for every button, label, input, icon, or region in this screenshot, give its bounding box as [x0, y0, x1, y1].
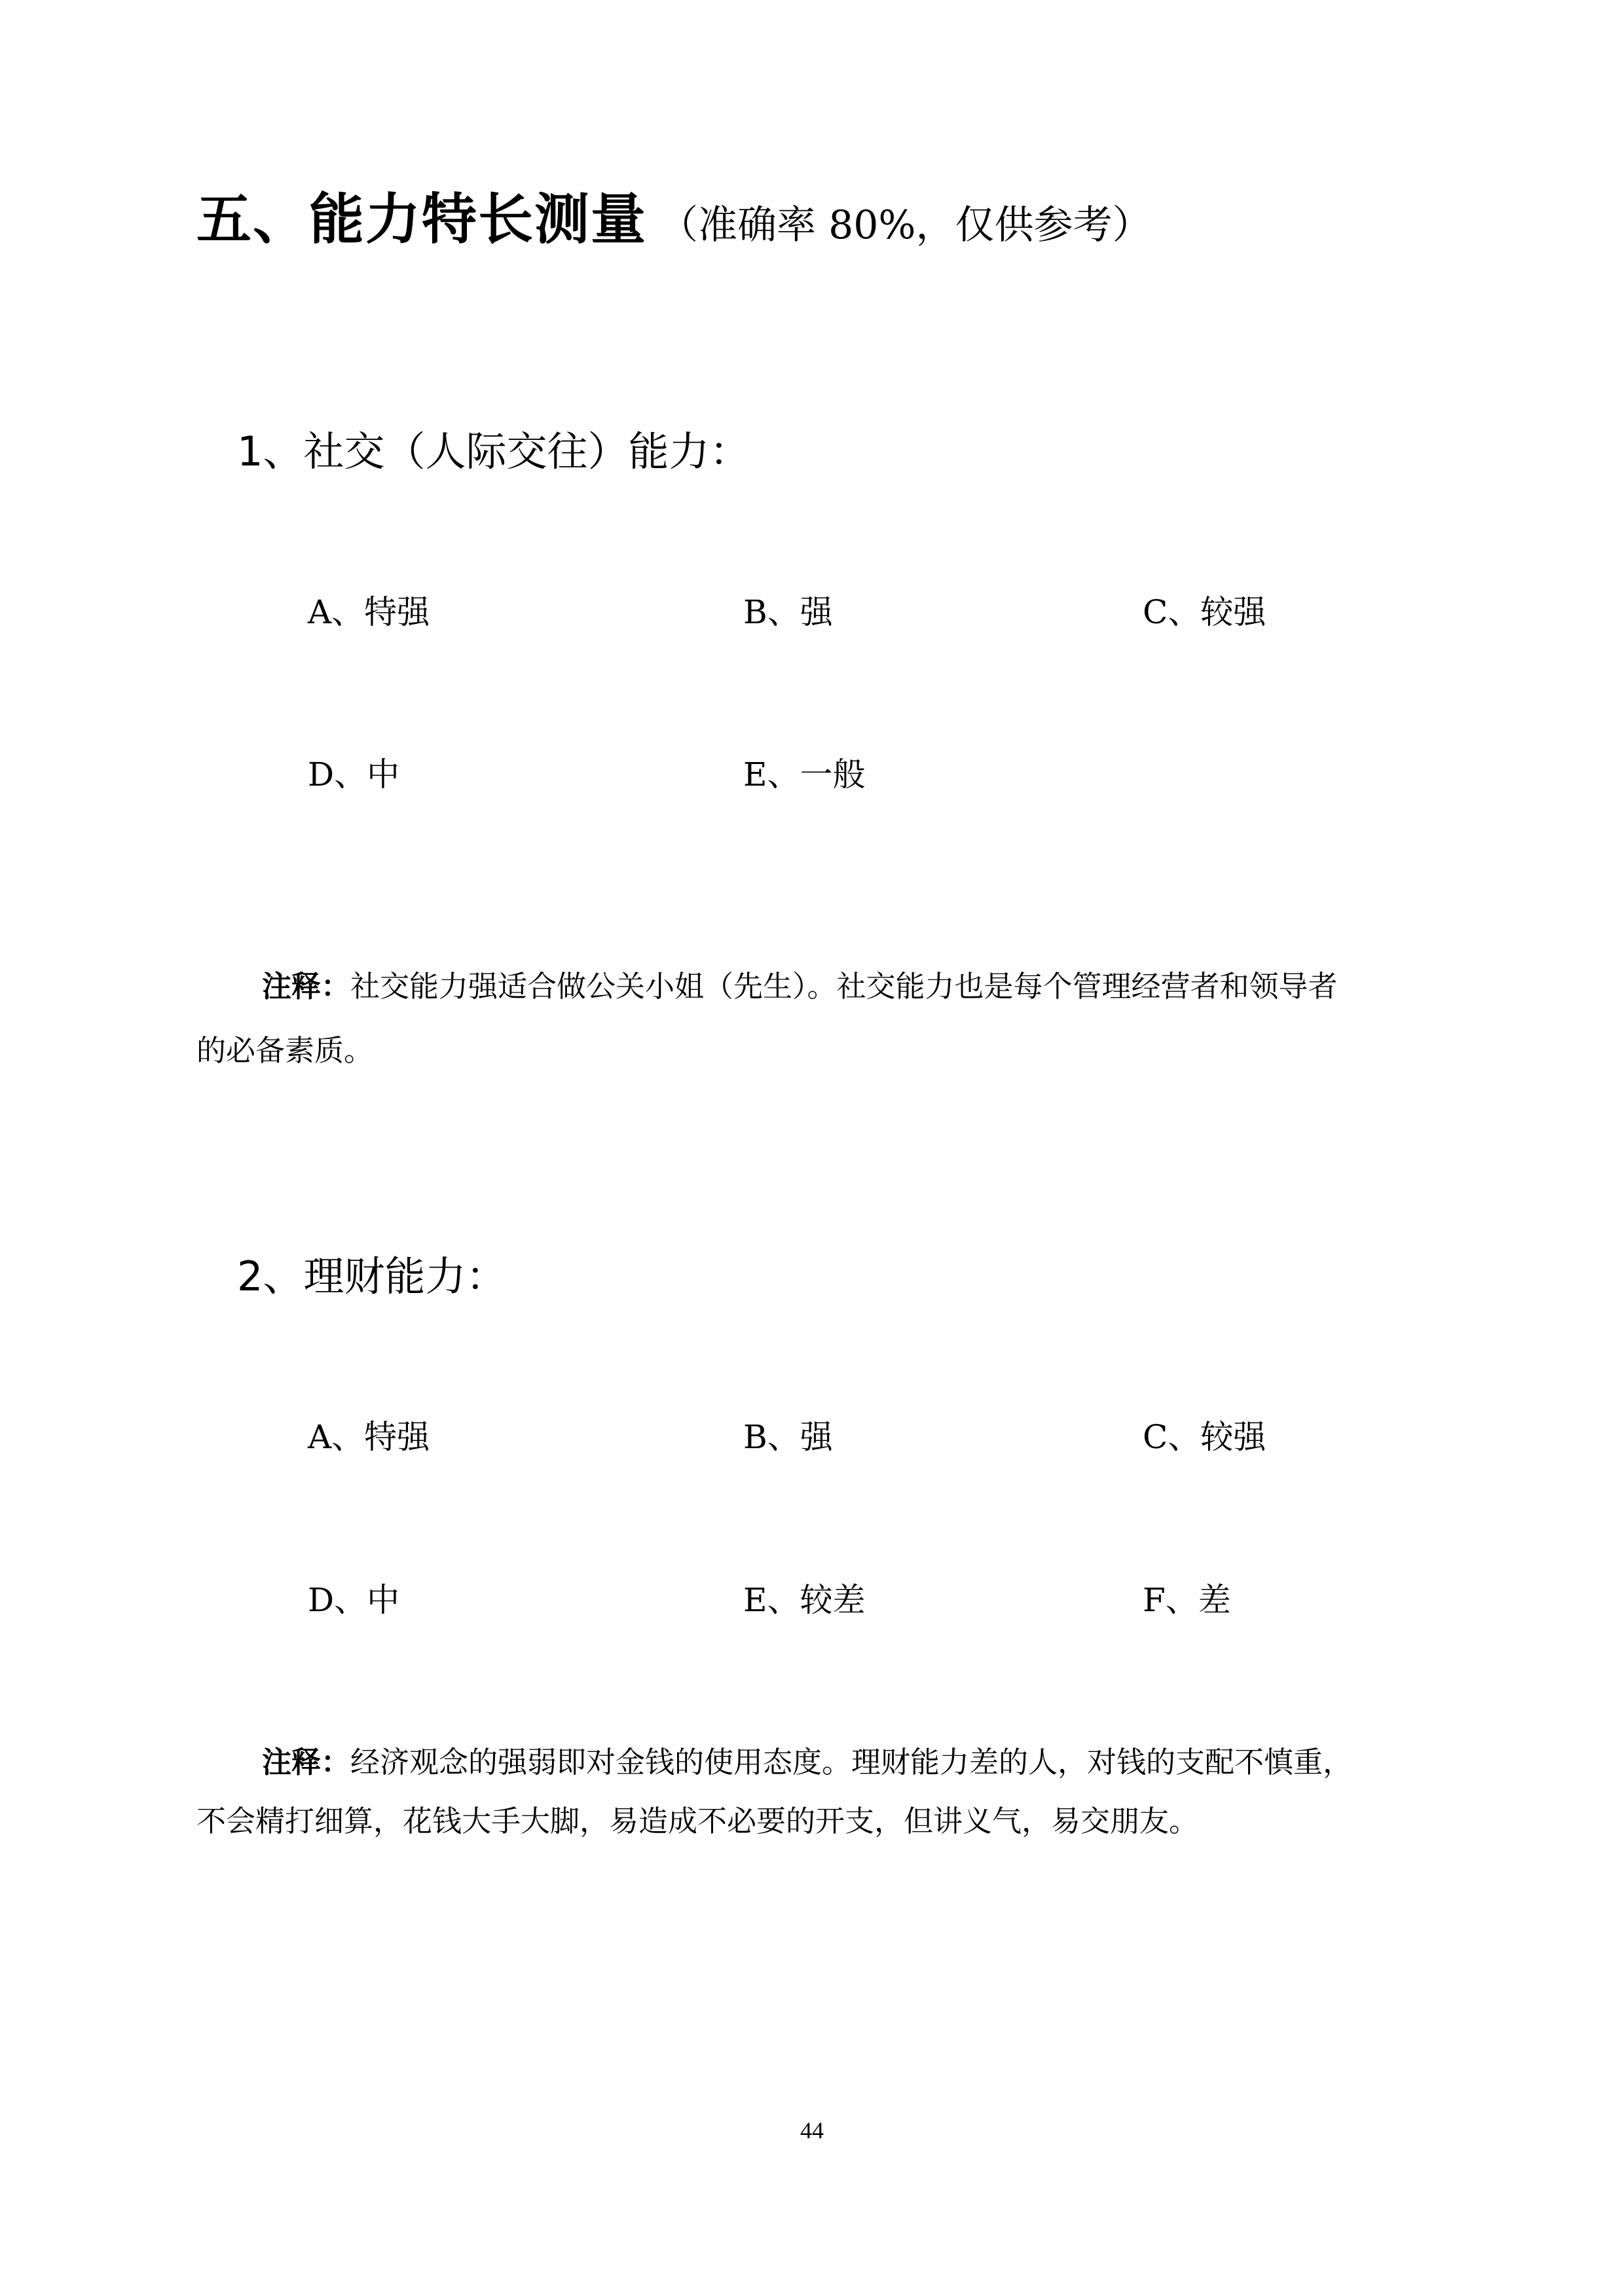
question-2-heading: 2、理财能力： [237, 1252, 507, 1300]
question-1-option-a: A、特强 [308, 593, 430, 631]
question-1-option-d: D、中 [308, 756, 400, 793]
question-2-option-d: D、中 [308, 1581, 400, 1619]
page-number: 44 [800, 2117, 824, 2143]
question-2-option-e: E、较差 [743, 1581, 866, 1619]
question-1-note-text-1: 社交能力强适合做公关小姐（先生）。社交能力也是每个管理经营者和领导者 [350, 969, 1338, 1004]
question-1-option-e: E、一般 [743, 756, 866, 793]
question-1-note-label: 注释： [262, 969, 351, 1004]
question-2-option-c: C、较强 [1143, 1418, 1266, 1456]
question-2-note-label: 注释： [262, 1745, 351, 1779]
question-2-note-line-2: 不会精打细算，花钱大手大脚，易造成不必要的开支，但讲义气，易交朋友。 [196, 1804, 1199, 1838]
section-title-note: （准确率 80%，仅供参考） [659, 202, 1152, 248]
question-1-heading: 1、社交（人际交往）能力： [237, 428, 750, 475]
question-1-note-line-2: 的必备素质。 [196, 1033, 374, 1068]
question-1-option-c: C、较强 [1143, 593, 1266, 631]
question-2-option-a: A、特强 [308, 1418, 430, 1456]
section-title [196, 175, 1151, 255]
question-2-note-line-1 [262, 1738, 1352, 1781]
question-2-option-f: F、差 [1143, 1581, 1231, 1619]
section-title-main: 五、能力特长测量 [196, 187, 648, 251]
question-1-option-b: B、强 [743, 593, 833, 631]
question-2-option-b: B、强 [743, 1418, 833, 1456]
question-2-note-text-1: 经济观念的强弱即对金钱的使用态度。理财能力差的人，对钱的支配不慎重， [350, 1745, 1353, 1779]
question-1-note-line-1 [262, 962, 1338, 1005]
